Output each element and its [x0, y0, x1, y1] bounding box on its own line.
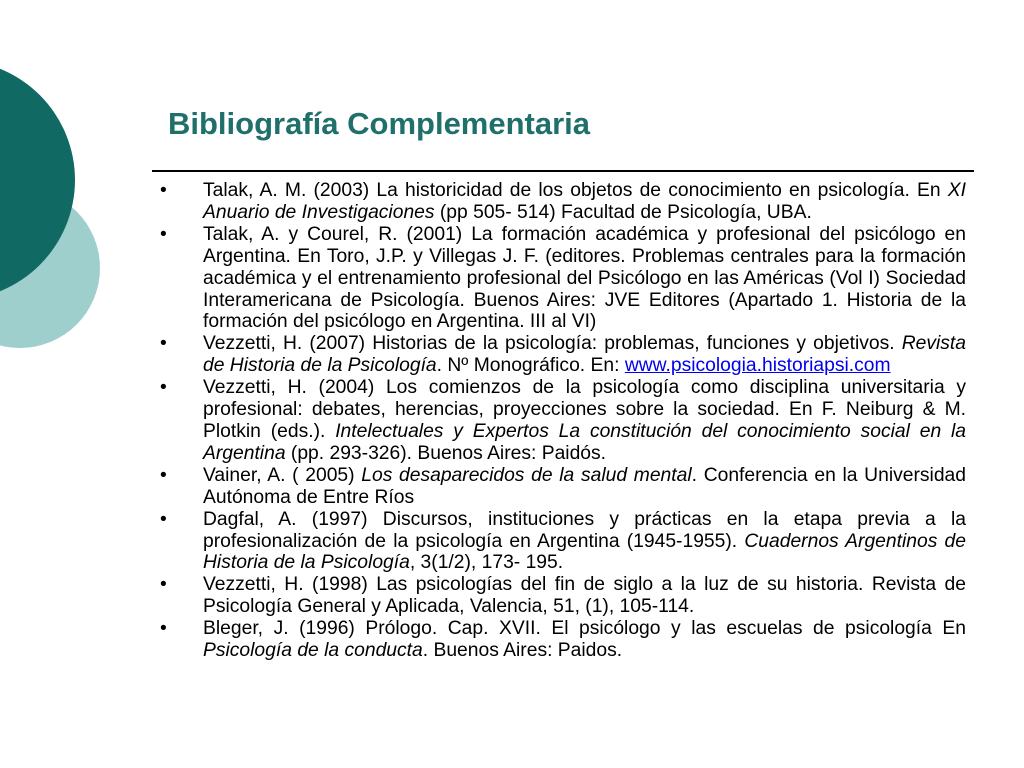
- reference-text: Talak, A. M. (2003) La historicidad de los objetos de conocimiento en psicología. En: [203, 180, 948, 201]
- bullet-icon: •: [160, 223, 167, 245]
- reference-title-italic: Cuadernos Argentinos de Historia de la Psicología: [203, 530, 966, 574]
- reference-title-italic: Psicología de la conducta: [203, 640, 423, 662]
- title-divider: [152, 170, 974, 172]
- bullet-icon: •: [160, 377, 167, 399]
- reference-item: [160, 180, 966, 224]
- reference-text: Dagfal, A. (1997) Discursos, instituciones y prácticas en la etapa previa a la profesionalización de la psicología en Argentina (1945-1955).: [203, 508, 966, 552]
- reference-text: . Nº Monográfico. En:: [436, 355, 625, 377]
- reference-text: Vezzetti, H. (2007) Historias de la psicología: problemas, funciones y objetivos.: [203, 333, 902, 355]
- reference-item: [160, 574, 966, 618]
- bullet-icon: •: [160, 464, 167, 486]
- reference-item: [160, 333, 966, 377]
- bullet-icon: •: [160, 574, 167, 596]
- reference-item: [160, 618, 966, 662]
- reference-item: [160, 377, 966, 465]
- reference-title-italic: Intelectuales y Expertos La constitución del conocimiento social en la Argentina: [203, 420, 966, 464]
- reference-title-italic: Los desaparecidos de la salud mental: [361, 464, 692, 486]
- bullet-icon: •: [160, 618, 167, 640]
- reference-item: [160, 224, 966, 334]
- reference-text: . Conferencia en la Universidad Autónoma de Entre Ríos: [203, 464, 966, 508]
- reference-text: Vainer, A. ( 2005): [203, 464, 362, 486]
- reference-text: Bleger, J. (1996) Prólogo. Cap. XVII. El psicólogo y las escuelas de psicología En: [203, 618, 966, 640]
- slide-title: Bibliografía Complementaria: [168, 106, 591, 141]
- reference-text: Vezzetti, H. (2004) Los comienzos de la psicología como disciplina universitaria y profesional: debates, herencias, proyecciones sobre la sociedad. En F. Neiburg & M. Plotkin (eds.).: [203, 377, 966, 442]
- bullet-icon: •: [160, 180, 167, 201]
- reference-text: (pp. 293-326). Buenos Aires: Paidós.: [285, 442, 607, 464]
- reference-text: (pp 505- 514) Facultad de Psicología, UBA.: [434, 201, 812, 223]
- bullet-icon: •: [160, 333, 167, 355]
- reference-title-italic: XI Anuario de Investigaciones: [203, 180, 966, 223]
- reference-text: . Buenos Aires: Paidos.: [422, 640, 623, 662]
- reference-text: Vezzetti, H. (1998) Las psicologías del fin de siglo a la luz de su historia. Revista de Psicología General y Aplicada, Valencia, 51, (1), 105-114.: [203, 574, 966, 618]
- reference-list: [160, 180, 966, 662]
- reference-text: , 3(1/2), 173- 195.: [409, 552, 564, 574]
- reference-item: [160, 465, 966, 509]
- reference-item: [160, 509, 966, 575]
- reference-link[interactable]: www.psicologia.historiapsi.com: [624, 355, 891, 377]
- decorative-circles: [0, 0, 140, 420]
- bullet-icon: •: [160, 508, 167, 530]
- reference-title-italic: Revista de Historia de la Psicología: [203, 333, 966, 377]
- reference-text: Talak, A. y Courel, R. (2001) La formación académica y profesional del psicólogo en Argentina. En Toro, J.P. y Villegas J. F. (editores. Problemas centrales para la formación académica y el entrenamiento profesional del Psicólogo en las Américas (Vol I) Sociedad Interamericana de Psicología. Buenos Aires: JVE Editores (Apartado 1. Historia de la formación del psicólogo en Argentina. III al VI): [203, 223, 966, 333]
